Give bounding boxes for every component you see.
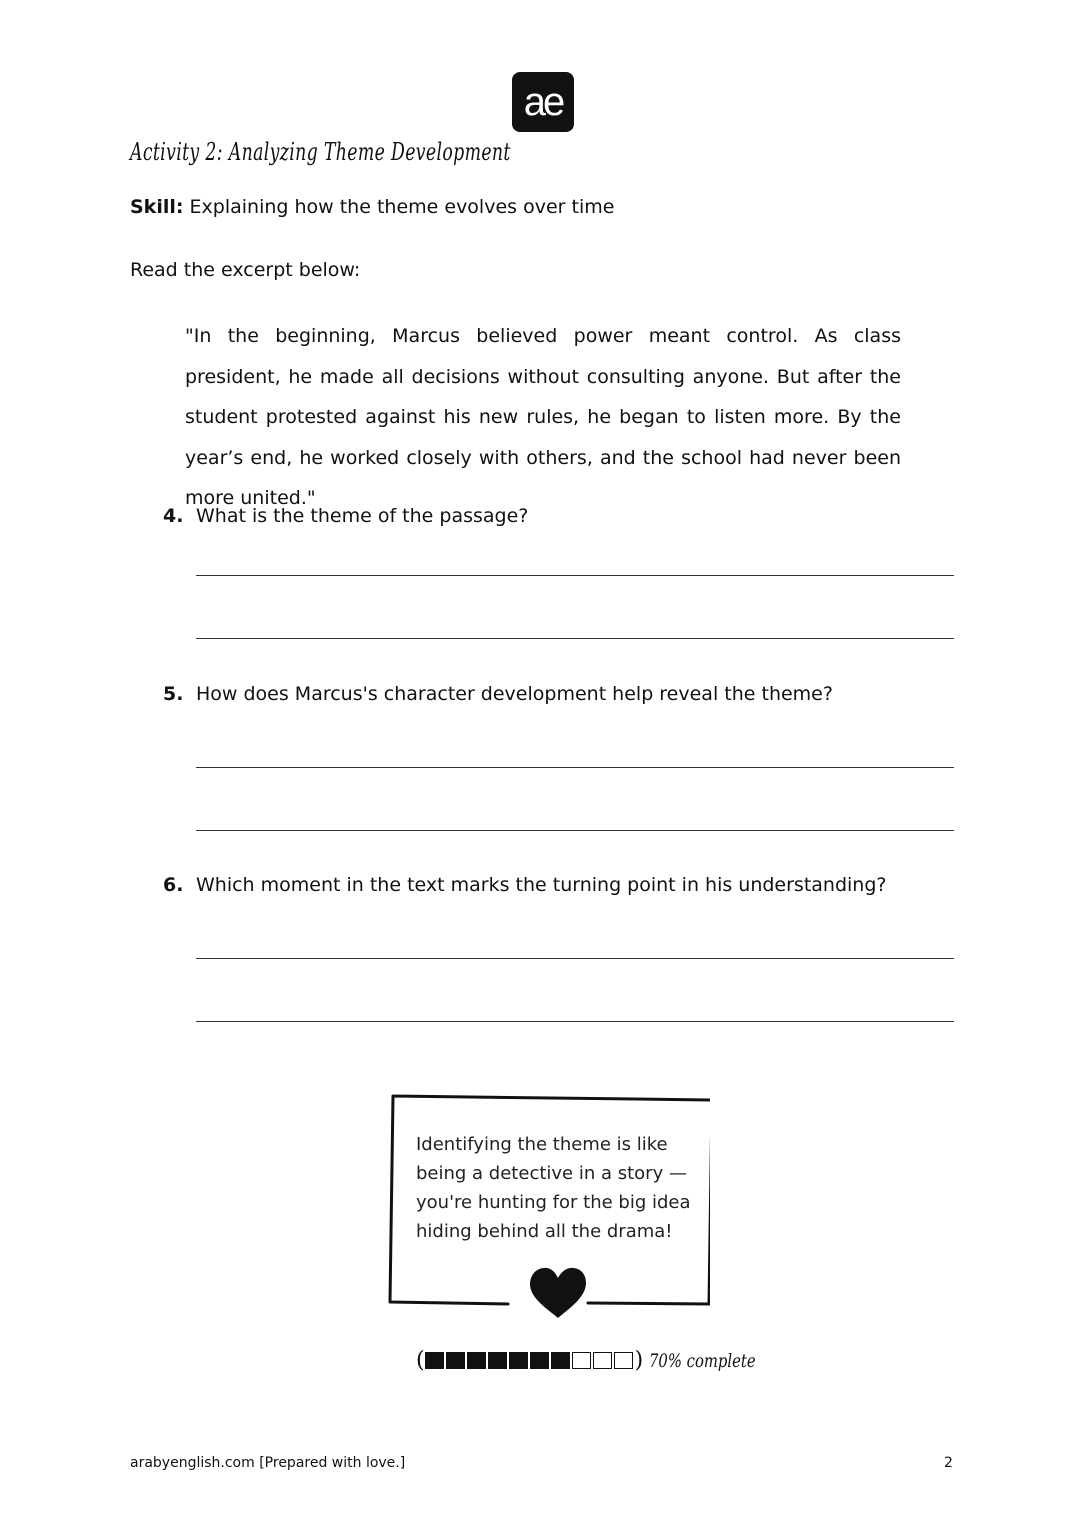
progress-cell-empty [593, 1352, 612, 1369]
excerpt-passage: "In the beginning, Marcus believed power meant control. As class president, he made all decisions without consulting anyone. But after the student protested against his new rules, he began to listen more. By the year’s end, he worked closely with others, and the school had never been more united." [185, 325, 901, 509]
progress-bracket-open: ( [416, 1348, 425, 1373]
answer-line[interactable] [196, 767, 954, 768]
question-4 [163, 505, 528, 527]
logo-text: ae [523, 79, 563, 124]
skill-label: Skill: [130, 196, 184, 218]
tip-note-text: Identifying the theme is like being a detective in a story — you're hunting for the big idea hiding behind all the drama! [416, 1134, 691, 1242]
answer-line[interactable] [196, 575, 954, 576]
skill-line [130, 196, 614, 218]
answer-line[interactable] [196, 638, 954, 639]
question-text: Which moment in the text marks the turning point in his understanding? [196, 874, 887, 896]
answer-line[interactable] [196, 830, 954, 831]
progress-cell-empty [572, 1352, 591, 1369]
progress-indicator [416, 1348, 786, 1373]
page-number: 2 [944, 1455, 953, 1471]
progress-bracket-close: ) [634, 1348, 644, 1373]
question-6 [163, 874, 887, 896]
question-number: 4. [163, 505, 184, 527]
tip-note-box [388, 1092, 710, 1308]
answer-line[interactable] [196, 958, 954, 959]
question-number: 6. [163, 874, 184, 896]
skill-text: Explaining how the theme evolves over time [189, 196, 615, 218]
progress-cell-empty [614, 1352, 633, 1369]
heart-icon [527, 1266, 589, 1320]
question-number: 5. [163, 683, 184, 705]
progress-cell-filled [551, 1352, 570, 1369]
progress-cell-filled [488, 1352, 507, 1369]
progress-cell-filled [425, 1352, 444, 1369]
brand-logo [512, 72, 574, 132]
activity-title: Activity 2: Analyzing Theme Development [130, 138, 511, 166]
question-text: What is the theme of the passage? [196, 505, 529, 527]
progress-cell-filled [467, 1352, 486, 1369]
footer-source: arabyenglish.com [Prepared with love.] [130, 1455, 406, 1471]
progress-cell-filled [530, 1352, 549, 1369]
progress-cell-filled [509, 1352, 528, 1369]
progress-label: 70% complete [649, 1349, 756, 1372]
question-text: How does Marcus's character development help reveal the theme? [196, 683, 833, 705]
instruction-text: Read the excerpt below: [130, 259, 361, 281]
question-5 [163, 683, 833, 705]
answer-line[interactable] [196, 1021, 954, 1022]
progress-cell-filled [446, 1352, 465, 1369]
progress-cells [425, 1352, 635, 1369]
